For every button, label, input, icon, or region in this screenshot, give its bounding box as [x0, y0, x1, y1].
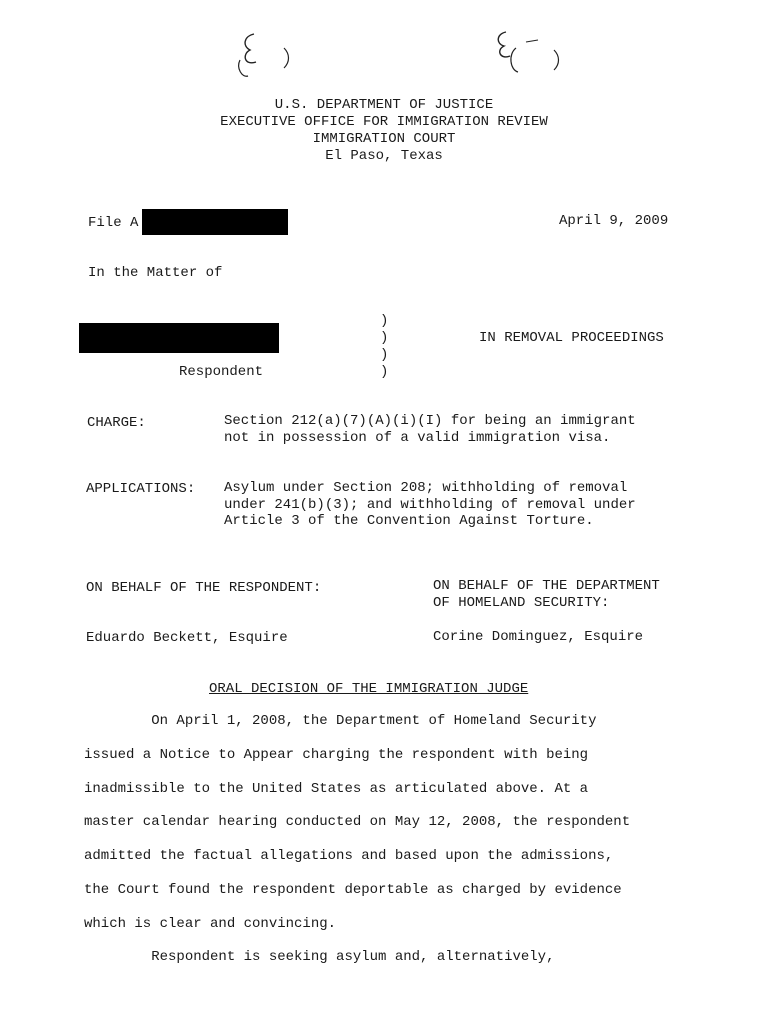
charge-line: not in possession of a valid immigration visa.	[224, 430, 611, 446]
dhs-counsel-name: Corine Dominguez, Esquire	[433, 629, 644, 645]
charge-label: CHARGE:	[87, 415, 146, 431]
applications-line: under 241(b)(3); and withholding of removal under	[224, 497, 636, 513]
header-location: El Paso, Texas	[325, 148, 443, 164]
respondent-label: Respondent	[179, 364, 264, 380]
charge-line: Section 212(a)(7)(A)(i)(I) for being an immigrant	[224, 413, 636, 429]
body-line: On April 1, 2008, the Department of Homeland Security	[84, 713, 597, 729]
header-office: EXECUTIVE OFFICE FOR IMMIGRATION REVIEW	[220, 114, 548, 130]
redacted-file-number	[142, 209, 288, 235]
applications-line: Asylum under Section 208; withholding of removal	[224, 480, 628, 496]
header-agency: U.S. DEPARTMENT OF JUSTICE	[274, 97, 494, 113]
body-line: Respondent is seeking asylum and, alternatively,	[84, 949, 555, 965]
matter-label: In the Matter of	[88, 265, 223, 281]
decision-title: ORAL DECISION OF THE IMMIGRATION JUDGE	[209, 681, 529, 697]
caption-paren: )	[380, 313, 389, 329]
handwritten-mark-right	[488, 26, 568, 78]
body-line: the Court found the respondent deportable as charged by evidence	[84, 882, 622, 898]
dhs-counsel-label-line1: ON BEHALF OF THE DEPARTMENT	[433, 578, 660, 594]
proceedings-type: IN REMOVAL PROCEEDINGS	[479, 330, 664, 346]
applications-line: Article 3 of the Convention Against Torture.	[224, 513, 594, 529]
file-label: File A	[88, 215, 139, 231]
body-line: inadmissible to the United States as articulated above. At a	[84, 781, 589, 797]
applications-label: APPLICATIONS:	[86, 481, 196, 497]
respondent-counsel-label: ON BEHALF OF THE RESPONDENT:	[86, 580, 322, 596]
respondent-counsel-name: Eduardo Beckett, Esquire	[86, 630, 288, 646]
caption-paren: )	[380, 364, 389, 380]
body-line: issued a Notice to Appear charging the respondent with being	[84, 747, 589, 763]
dhs-counsel-label-line2: OF HOMELAND SECURITY:	[433, 595, 610, 611]
body-line: master calendar hearing conducted on May 12, 2008, the respondent	[84, 814, 631, 830]
header-court: IMMIGRATION COURT	[312, 131, 456, 147]
body-line: which is clear and convincing.	[84, 916, 337, 932]
caption-paren: )	[380, 347, 389, 363]
handwritten-mark-left	[232, 28, 302, 80]
redacted-respondent-name	[79, 323, 279, 353]
caption-paren: )	[380, 330, 389, 346]
body-line: admitted the factual allegations and based upon the admissions,	[84, 848, 614, 864]
document-date: April 9, 2009	[559, 213, 669, 229]
